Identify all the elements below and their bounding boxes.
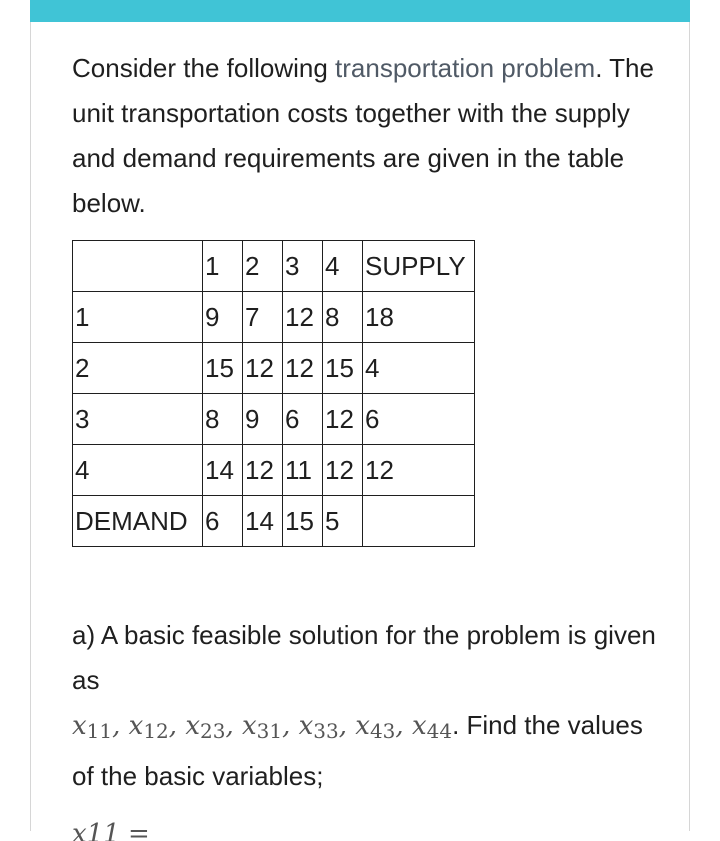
table-row bbox=[73, 292, 475, 343]
basic-variable: $x_{11}$ bbox=[72, 711, 113, 743]
table-cell: 5 bbox=[323, 496, 363, 547]
table-cell: 7 bbox=[243, 292, 283, 343]
table-cell: 12 bbox=[363, 445, 475, 496]
table-cell: 15 bbox=[323, 343, 363, 394]
row-label-cell: 4 bbox=[73, 445, 203, 496]
table-cell: 12 bbox=[283, 343, 323, 394]
table-cell: SUPPLY bbox=[363, 241, 475, 292]
table-cell: 12 bbox=[283, 292, 323, 343]
row-label-cell: 2 bbox=[73, 343, 203, 394]
table-cell: 6 bbox=[203, 496, 243, 547]
basic-variables-list: $x_{11}$, $x_{12}$, $x_{23}$, $x_{31}$, $x_{33}$, $x_{43}$, $x_{44}$ bbox=[72, 711, 453, 743]
row-label-cell: 1 bbox=[73, 292, 203, 343]
basic-variable: $x_{23}$ bbox=[185, 711, 226, 743]
intro-paragraph bbox=[72, 46, 662, 226]
part-a-text: a) A basic feasible solution for the problem is given as bbox=[72, 620, 656, 695]
question-content bbox=[72, 46, 662, 841]
basic-variable: $x_{31}$ bbox=[241, 711, 283, 743]
table-cell: 15 bbox=[283, 496, 323, 547]
table-cell: 3 bbox=[283, 241, 323, 292]
table-header-row bbox=[73, 241, 475, 292]
table-cell: 14 bbox=[203, 445, 243, 496]
table-cell: 12 bbox=[243, 343, 283, 394]
table-cell: 12 bbox=[323, 445, 363, 496]
table-cell: 1 bbox=[203, 241, 243, 292]
table-cell: 9 bbox=[243, 394, 283, 445]
table-cell: 15 bbox=[203, 343, 243, 394]
table-cell: 8 bbox=[323, 292, 363, 343]
basic-variable: $x_{12}$ bbox=[128, 711, 169, 743]
row-label-cell bbox=[73, 241, 203, 292]
table-cell: 9 bbox=[203, 292, 243, 343]
table-cell: 12 bbox=[243, 445, 283, 496]
table-row bbox=[73, 496, 475, 547]
intro-text-start: Consider the following bbox=[72, 53, 336, 83]
top-accent-bar bbox=[30, 0, 690, 22]
table-cell: 6 bbox=[283, 394, 323, 445]
table-cell: 4 bbox=[323, 241, 363, 292]
basic-variable: $x_{43}$ bbox=[355, 711, 396, 743]
table-row bbox=[73, 394, 475, 445]
table-row bbox=[73, 343, 475, 394]
intro-text-end: . The unit transportation costs together with the supply and demand requirements are given in the table below. bbox=[72, 53, 654, 218]
row-label-cell: 3 bbox=[73, 394, 203, 445]
table-cell: 2 bbox=[243, 241, 283, 292]
table-cell: 8 bbox=[203, 394, 243, 445]
table-cell: 4 bbox=[363, 343, 475, 394]
table-cell bbox=[363, 496, 475, 547]
part-a-instruction: . Find the values of the basic variables; bbox=[72, 710, 643, 791]
basic-variable: $x_{33}$ bbox=[298, 711, 339, 743]
cost-table bbox=[72, 240, 475, 547]
table-cell: 14 bbox=[243, 496, 283, 547]
table-cell: 6 bbox=[363, 394, 475, 445]
basic-variable: $x_{44}$ bbox=[411, 711, 453, 743]
x11-answer-label: x11 = bbox=[72, 819, 150, 841]
row-label-cell: DEMAND bbox=[73, 496, 203, 547]
table-cell: 11 bbox=[283, 445, 323, 496]
part-a-question bbox=[72, 613, 662, 799]
table-cell: 12 bbox=[323, 394, 363, 445]
table-row bbox=[73, 445, 475, 496]
transportation-problem-link[interactable]: transportation problem bbox=[335, 53, 596, 83]
table-cell: 18 bbox=[363, 292, 475, 343]
